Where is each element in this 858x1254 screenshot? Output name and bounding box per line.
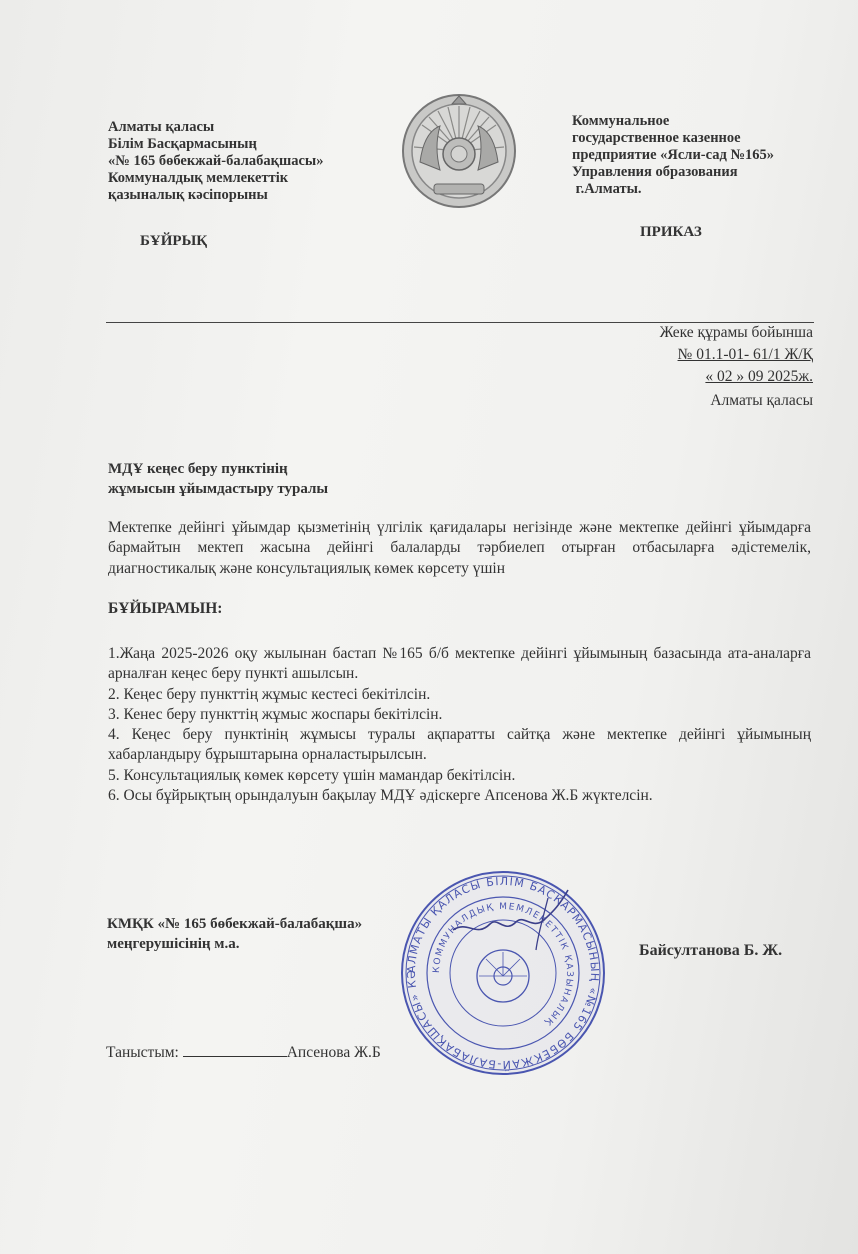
header-divider <box>106 322 814 323</box>
header-right-line: предприятие «Ясли-сад №165» <box>572 147 775 163</box>
subject-line: жұмысын ұйымдастыру туралы <box>108 481 329 497</box>
subject <box>108 459 328 499</box>
signature-role: меңгерушісінің м.а. <box>107 936 240 952</box>
official-stamp <box>398 868 608 1078</box>
acquainted-label: Таныстым: <box>106 1044 179 1061</box>
stamp-outer-text: АЛМАТЫ ҚАЛАСЫ БІЛІМ БАСҚАРМАСЫНЫҢ «№165 БӨБЕКЖАЙ-БАЛАБАҚШАСЫ» КӘ <box>404 874 602 1072</box>
preamble: Мектепке дейінгі ұйымдар қызметінің үлгілік қағидалары негізінде және мектепке дейінгі ұйымдарға бармайтын мектеп жасына дейінгі балаларды тәрбиелеп отырған отбасыларға әдістемелік, диагностикалық және консультациялық көмек көрсету үшін <box>108 519 811 577</box>
doc-type-kz: БҰЙРЫҚ <box>140 233 208 249</box>
signature-line <box>183 1042 287 1057</box>
meta-category: Жеке құрамы бойынша <box>659 324 813 341</box>
header-left-line: Алматы қаласы <box>108 119 215 135</box>
order-item: 5. Консультациялық көмек көрсету үшін мамандар бекітілсін. <box>108 766 516 784</box>
header-left-line: Білім Басқармасының <box>108 136 257 152</box>
kazakhstan-emblem-icon <box>400 92 518 210</box>
meta-city: Алматы қаласы <box>710 392 813 409</box>
order-item: 6. Осы бұйрықтың орындалуын бақылау МДҰ әдіскерге Апсенова Ж.Б жүктелсін. <box>108 787 653 805</box>
header-left-line: қазыналық кәсіпорыны <box>108 187 268 203</box>
doc-type-ru: ПРИКАЗ <box>640 224 702 240</box>
order-item: 2. Кеңес беру пункттің жұмыс кестесі бекітілсін. <box>108 685 431 703</box>
meta-number: № 01.1-01- 61/1 Ж/Қ <box>677 346 813 363</box>
header-right <box>572 113 774 198</box>
header-left-line: «№ 165 бөбекжай-балабақшасы» <box>108 153 324 169</box>
acquainted-name: Апсенова Ж.Б <box>286 1044 381 1061</box>
signature-name: Байсултанова Б. Ж. <box>639 942 783 959</box>
order-item: 3. Кенес беру пункттің жұмыс жоспары бекітілсін. <box>108 705 443 723</box>
subject-line: МДҰ кеңес беру пунктінің <box>108 461 288 477</box>
stamp-inner-text: КОММУНАЛДЫҚ МЕМЛЕКЕТТІК ҚАЗЫНАЛЫҚ <box>431 901 575 1028</box>
header-right-line: Управления образования <box>572 164 738 180</box>
acquainted <box>106 1042 381 1062</box>
meta-date: « 02 » 09 2025ж. <box>705 368 813 385</box>
order-word: БҰЙЫРАМЫН: <box>108 600 223 617</box>
order-item: 1.Жаңа 2025-2026 оқу жылынан бастап №165 б/б мектепке дейінгі ұйымының базасында ата-аналарға арналған кеңес беру пункті ашылсын. <box>108 645 811 683</box>
header-right-line: государственное казенное <box>572 130 741 146</box>
signature-block <box>107 914 362 954</box>
header-right-line: г.Алматы. <box>572 181 642 197</box>
order-items <box>108 644 811 806</box>
signature-org: КМҚК «№ 165 бөбекжай-балабақша» <box>107 916 363 932</box>
order-item: 4. Кеңес беру пунктінің жұмысы туралы ақпаратты сайтқа және мектепке дейінгі ұйымының хабарландыру бұрыштарына орналастырылсын. <box>108 726 811 764</box>
header-left-line: Коммуналдық мемлекеттік <box>108 170 289 186</box>
header-right-line: Коммунальное <box>572 113 670 129</box>
header-left <box>108 119 323 204</box>
